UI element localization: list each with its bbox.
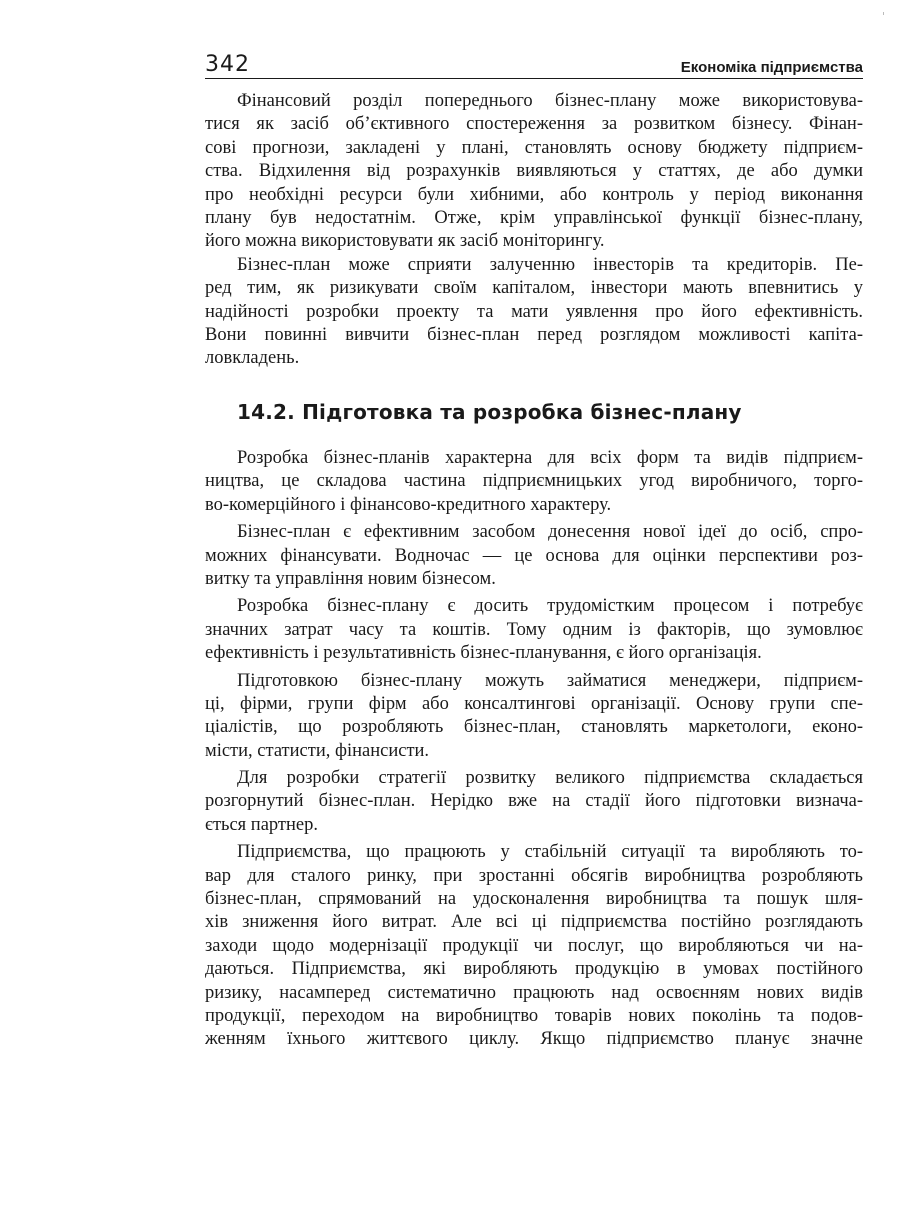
text-line: Для розробки стратегії розвитку великого підприємства складається	[237, 768, 863, 789]
text-line: Бізнес-план є ефективним засобом донесення нової ідеї до осіб, спро-	[237, 522, 863, 543]
page-number: 342	[205, 52, 250, 77]
text-line: Підготовкою бізнес-плану можуть займатися менеджери, підприєм-	[237, 670, 863, 691]
scan-mark	[883, 12, 884, 15]
text-line: Фінансовий розділ попереднього бізнес-плану може використовува-	[237, 91, 863, 111]
text-line: можних фінансувати. Водночас — це основа для оцінки перспективи роз-	[205, 545, 863, 566]
text-line: його можна використовувати як засіб моніторингу.	[205, 231, 605, 252]
text-line: вар для сталого ринку, при зростанні обсягів виробництва розробляють	[205, 865, 863, 886]
text-line: плану був недостатнім. Отже, крім управлінської функції бізнес-плану,	[205, 207, 863, 228]
text-line: продукції, переходом на виробництво товарів нових поколінь та подов-	[205, 1005, 863, 1026]
text-line: ці, фірми, групи фірм або консалтингові організації. Основу групи спе-	[205, 693, 863, 714]
text-line: даються. Підприємства, які виробляють продукцію в умовах постійного	[205, 959, 863, 980]
text-line: Вони повинні вивчити бізнес-план перед розглядом можливості капіта-	[205, 324, 863, 345]
text-line: місти, статисти, фінансисти.	[205, 740, 430, 761]
text-line: хів зниження його витрат. Але всі ці підприємства постійно розглядають	[205, 912, 863, 933]
page-header	[205, 50, 863, 79]
text-line: женням їхнього життєвого циклу. Якщо підприємство планує значне	[205, 1029, 863, 1050]
text-line: во-комерційного і фінансово-кредитного характеру.	[205, 494, 612, 515]
text-line: про необхідні ресурси були хибними, або контроль у період виконання	[205, 184, 863, 205]
text-line: ціалістів, що розробляють бізнес-план, становлять маркетологи, еконо-	[205, 717, 863, 738]
text-line: витку та управління новим бізнесом.	[205, 568, 496, 589]
text-line: значних затрат часу та коштів. Тому одним із факторів, що зумовлює	[205, 619, 863, 640]
text-line: бізнес-план, спрямований на удосконалення виробництва та пошук шля-	[205, 889, 863, 910]
text-line: ловкладень.	[205, 348, 300, 369]
text-line: тися як засіб об’єктивного спостереження за розвитком бізнесу. Фінан-	[205, 114, 863, 135]
text-line: надійності розробки проекту та мати уявлення про його ефективність.	[205, 301, 863, 322]
text-line: ред тим, як ризикувати своїм капіталом, інвестори мають впевнитись у	[205, 278, 863, 299]
text-line: ризику, насамперед систематично працюють над освоєнням нових видів	[205, 982, 863, 1003]
text-line: розгорнутий бізнес-план. Нерідко вже на стадії його підготовки визнача-	[205, 791, 863, 812]
text-line: ефективність і результативність бізнес-планування, є його організація.	[205, 643, 762, 664]
text-line: ництва, це складова частина підприємницьких угод виробничого, торго-	[205, 471, 863, 492]
text-line: сові прогнози, закладені у плані, становлять основу бюджету підприєм-	[205, 137, 863, 158]
text-line: Розробка бізнес-планів характерна для всіх форм та видів підприєм-	[237, 448, 863, 468]
intro-text	[205, 90, 863, 371]
text-line: Розробка бізнес-плану є досить трудомістким процесом і потребує	[237, 596, 863, 617]
text-line: ється партнер.	[205, 814, 318, 835]
running-title: Економіка підприємства	[680, 59, 863, 76]
text-line: ства. Відхилення від розрахунків виявляються у статтях, де або думки	[205, 161, 863, 182]
text-line: заходи щодо модернізації продукції чи послуг, що виробляються чи на-	[205, 935, 863, 956]
section-body	[205, 447, 863, 1052]
text-line: Бізнес-план може сприяти залученню інвесторів та кредиторів. Пе-	[237, 254, 863, 275]
text-line: Підприємства, що працюють у стабільній ситуації та виробляють то-	[237, 842, 863, 863]
section-heading: 14.2. Підготовка та розробка бізнес-плану	[237, 400, 742, 424]
